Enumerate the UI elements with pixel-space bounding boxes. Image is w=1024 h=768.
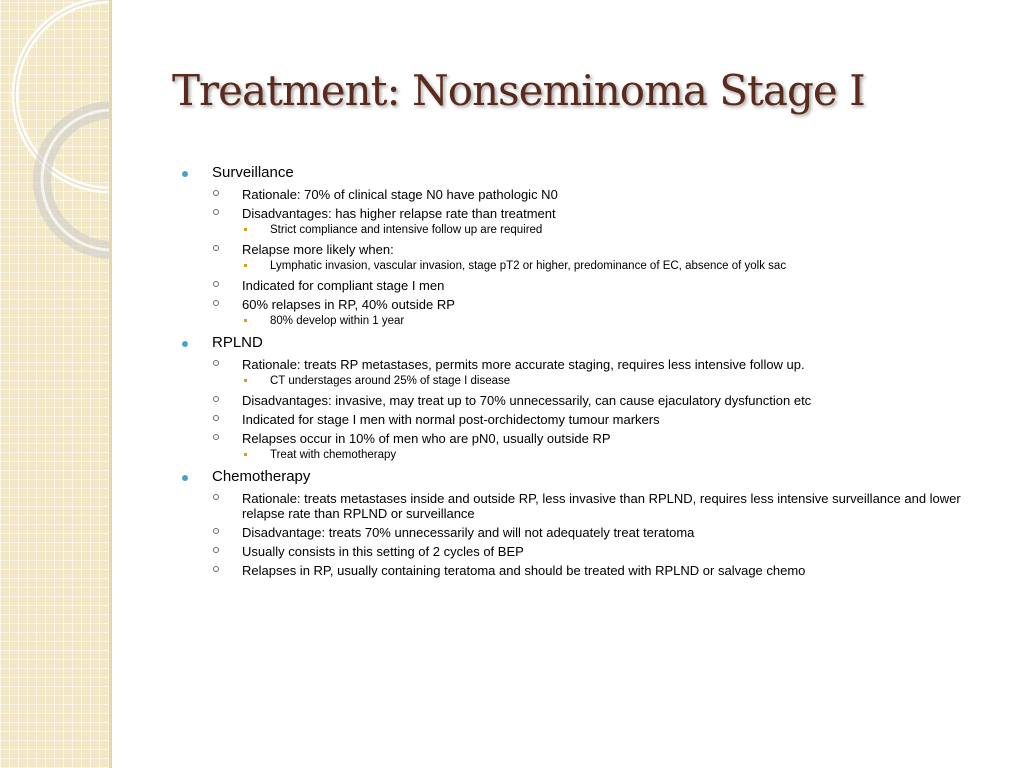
bullet-dot-icon bbox=[182, 341, 188, 347]
bullet-list bbox=[178, 163, 993, 578]
square-bullet-icon bbox=[244, 319, 247, 322]
list-item bbox=[212, 525, 993, 540]
section-chemotherapy bbox=[178, 467, 993, 578]
sub-list-item bbox=[242, 448, 993, 463]
bullet-dot-icon bbox=[182, 475, 188, 481]
list-item-text: Rationale: 70% of clinical stage N0 have pathologic N0 bbox=[242, 187, 558, 202]
section-rplnd bbox=[178, 333, 993, 463]
ring-bullet-icon bbox=[213, 300, 219, 306]
ring-bullet-icon bbox=[213, 494, 219, 500]
list-item-text: 60% relapses in RP, 40% outside RP bbox=[242, 297, 455, 312]
list-item-text: Rationale: treats metastases inside and outside RP, less invasive than RPLND, requires less intensive surveillance and lower relapse rate than RPLND or surveillance bbox=[242, 491, 961, 521]
list-item bbox=[212, 412, 993, 427]
square-bullet-icon bbox=[244, 264, 247, 267]
list-item bbox=[212, 242, 993, 274]
ring-bullet-icon bbox=[213, 547, 219, 553]
square-bullet-icon bbox=[244, 453, 247, 456]
list-item-text: Disadvantages: has higher relapse rate than treatment bbox=[242, 206, 556, 221]
list-item-text: Disadvantages: invasive, may treat up to 70% unnecessarily, can cause ejaculatory dysfunction etc bbox=[242, 393, 812, 408]
list-item bbox=[212, 357, 993, 389]
sub-list-item-text: CT understages around 25% of stage I disease bbox=[270, 375, 511, 387]
list-item bbox=[212, 544, 993, 559]
ring-bullet-icon bbox=[213, 360, 219, 366]
list-item bbox=[212, 431, 993, 463]
section-heading: Chemotherapy bbox=[212, 468, 311, 485]
list-item-text: Indicated for stage I men with normal post-orchidectomy tumour markers bbox=[242, 412, 660, 427]
square-bullet-icon bbox=[244, 228, 247, 231]
decorative-rings-graphic bbox=[0, 0, 112, 768]
list-item-text: Rationale: treats RP metastases, permits more accurate staging, requires less intensive follow up. bbox=[242, 357, 805, 372]
section-heading: Surveillance bbox=[212, 164, 294, 181]
list-item-text: Disadvantage: treats 70% unnecessarily and will not adequately treat teratoma bbox=[242, 525, 695, 540]
section-heading: RPLND bbox=[212, 334, 263, 351]
list-item-text: Relapses in RP, usually containing teratoma and should be treated with RPLND or salvage chemo bbox=[242, 563, 806, 578]
sub-list-item-text: Strict compliance and intensive follow up are required bbox=[270, 224, 543, 236]
sub-list-item bbox=[242, 223, 993, 238]
sub-list-item-text: 80% develop within 1 year bbox=[270, 315, 405, 327]
list-item-text: Relapse more likely when: bbox=[242, 242, 394, 257]
list-item bbox=[212, 278, 993, 293]
ring-bullet-icon bbox=[213, 245, 219, 251]
ring-bullet-icon bbox=[213, 396, 219, 402]
list-item bbox=[212, 297, 993, 329]
decorative-side-panel bbox=[0, 0, 112, 768]
list-item bbox=[212, 206, 993, 238]
sub-list-item bbox=[242, 259, 993, 274]
sub-list-item-text: Treat with chemotherapy bbox=[270, 449, 397, 461]
list-item bbox=[212, 491, 993, 521]
sub-list-item-text: Lymphatic invasion, vascular invasion, stage pT2 or higher, predominance of EC, absence of yolk sac bbox=[270, 260, 787, 272]
list-item-text: Indicated for compliant stage I men bbox=[242, 278, 445, 293]
bullet-dot-icon bbox=[182, 171, 188, 177]
ring-bullet-icon bbox=[213, 415, 219, 421]
section-surveillance bbox=[178, 163, 993, 329]
list-item bbox=[212, 393, 993, 408]
sub-list-item bbox=[242, 374, 993, 389]
ring-bullet-icon bbox=[213, 434, 219, 440]
list-item-text: Relapses occur in 10% of men who are pN0, usually outside RP bbox=[242, 431, 611, 446]
ring-bullet-icon bbox=[213, 566, 219, 572]
slide-title: Treatment: Nonseminoma Stage I bbox=[172, 66, 865, 115]
ring-bullet-icon bbox=[213, 281, 219, 287]
ring-bullet-icon bbox=[213, 190, 219, 196]
list-item bbox=[212, 187, 993, 202]
list-item bbox=[212, 563, 993, 578]
ring-bullet-icon bbox=[213, 528, 219, 534]
sub-list-item bbox=[242, 314, 993, 329]
square-bullet-icon bbox=[244, 379, 247, 382]
list-item-text: Usually consists in this setting of 2 cycles of BEP bbox=[242, 544, 524, 559]
slide-content bbox=[178, 163, 993, 582]
ring-bullet-icon bbox=[213, 209, 219, 215]
